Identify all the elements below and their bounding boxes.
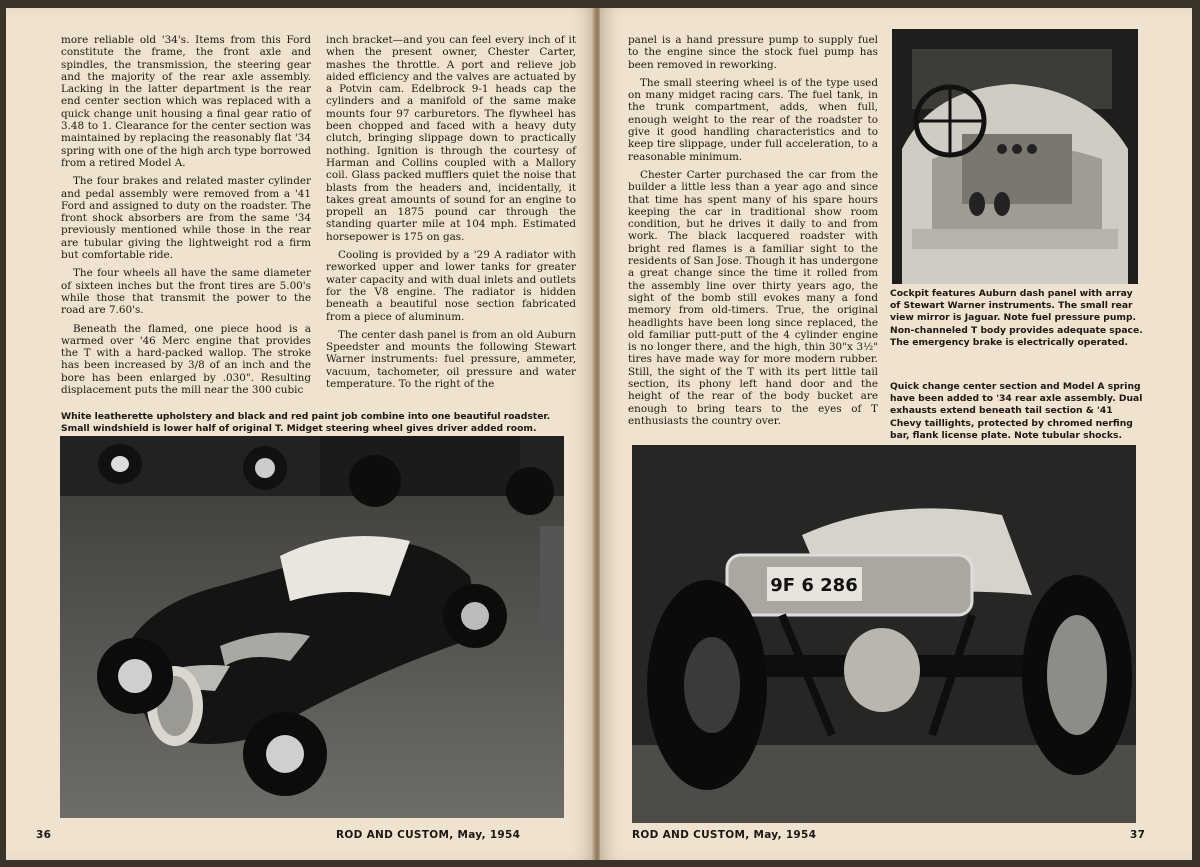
rear-axle-photo-illustration bbox=[632, 445, 1136, 823]
cockpit-photo-illustration bbox=[892, 29, 1138, 284]
paragraph: The center dash panel is from an old Auburn Speedster and mounts the following Stewart Warner instruments: fuel pressure, ammeter, vacuum, tachometer, oil pressure and water temperature. To the right of the bbox=[326, 328, 576, 391]
right-column bbox=[628, 34, 878, 433]
cockpit-photo-caption: Cockpit features Auburn dash panel with array of Stewart Warner instruments. The small rear view mirror is Jaguar. Note fuel pressure pump. Non-channeled T body provides adequate space. The emergency brake is electrically operated. bbox=[890, 288, 1143, 348]
paragraph: Chester Carter purchased the car from the builder a little less than a year ago and since that time has spent many of his spare hours keeping the car in traditional show room condition, but he drives it daily to and from work. The black lacquered roadster with bright red flames is a familiar sight to the residents of San Jose. Though it has undergone a great change since the time it rolled from the assembly line over thirty years ago, the sight of the bomb still evokes many a fond memory from old-timers. True, the original headlights have been long since replaced, the old familiar putt-putt of the 4 cylinder engine is no longer there, and the high, thin 30"x 3½" tires have made way for more modern rubber. Still, the sight of the T with its pert little tail section, its phony left hand door and the height of the rear of the body bucket are enough to bring tears to the eyes of T enthusiasts the country over. bbox=[628, 168, 878, 427]
rear-axle-photo bbox=[632, 445, 1136, 823]
paragraph: Cooling is provided by a '29 A radiator with reworked upper and lower tanks for greater water capacity and with dual inlets and outlets for the V8 engine. The radiator is hidden beneath a beautiful nose section fabricated from a piece of aluminum. bbox=[326, 249, 576, 323]
paragraph: The small steering wheel is of the type used on many midget racing cars. The fuel tank, in the trunk compartment, adds, when full, enough weight to the rear of the roadster to give it good handling characteristics and to keep tire slippage, under full acceleration, to a reasonable minimum. bbox=[628, 76, 878, 163]
left-column-1 bbox=[61, 34, 311, 402]
left-column-2 bbox=[326, 34, 576, 396]
right-page bbox=[600, 8, 1192, 860]
paragraph: Beneath the flamed, one piece hood is a warmed over '46 Merc engine that provides the T with a hard-packed wallop. The stroke has been increased by 3/8 of an inch and the bore has been enlarged by .030". Resulting displacement puts the mill near the 300 cubic bbox=[61, 322, 311, 397]
roadster-photo-caption: White leatherette upholstery and black and red paint job combine into one beautiful roadster. Small windshield is lower half of original T. Midget steering wheel gives driver added room. bbox=[61, 411, 551, 435]
paragraph: The four brakes and related master cylinder and pedal assembly were removed from a '41 Ford and assigned to duty on the roadster. The front shock absorbers are from the same '34 previously mentioned while those in the rear are tubular giving the lightweight rod a firm but comfortable ride. bbox=[61, 175, 311, 262]
paragraph: The four wheels all have the same diameter of sixteen inches but the front tires are 5.00's while those that transmit the power to the road are 7.60's. bbox=[61, 267, 311, 317]
roadster-photo bbox=[60, 436, 564, 818]
license-plate-text: 9F 6 286 bbox=[770, 575, 858, 596]
right-footer-credit: ROD AND CUSTOM, May, 1954 bbox=[632, 829, 817, 841]
cockpit-photo bbox=[892, 29, 1138, 284]
rear-photo-caption: Quick change center section and Model A spring have been added to '34 rear axle assembly. Dual exhausts extend beneath tail section & '41 Chevy taillights, protected by chromed nerfing bar, flank license plate. Note tubular shocks. bbox=[890, 381, 1143, 441]
left-page bbox=[6, 8, 594, 860]
paragraph: panel is a hand pressure pump to supply fuel to the engine since the stock fuel pump has been removed in reworking. bbox=[628, 34, 878, 71]
roadster-photo-illustration bbox=[60, 436, 564, 818]
right-page-number: 37 bbox=[1130, 829, 1146, 841]
paragraph: more reliable old '34's. Items from this Ford constitute the frame, the front axle and spindles, the transmission, the steering gear and the majority of the rear axle assembly. Lacking in the latter department is the rear end center section which was replaced with a quick change unit housing a final gear ratio of 3.48 to 1. Clearance for the center section was maintained by replacing the reasonably flat '34 spring with one of the high arch type borrowed from a retired Model A. bbox=[61, 34, 312, 169]
left-page-number: 36 bbox=[36, 829, 52, 841]
paragraph: inch bracket—and you can feel every inch of it when the present owner, Chester Carter, mashes the throttle. A port and relieve job aided efficiency and the valves are actuated by a Potvin cam. Edelbrock 9-1 heads cap the cylinders and a manifold of the same make mounts four 97 carburetors. The flywheel has been chopped and faced with a heavy duty clutch, bringing slippage down to practically nothing. Ignition is through the courtesy of Harman and Collins coupled with a Mallory coil. Glass packed mufflers quiet the noise that blasts from the headers and, incidentally, it takes great amounts of sound for an engine to propell an 1875 pound car through the standing quarter mile at 104 mph. Estimated horsepower is 175 on gas. bbox=[326, 34, 576, 243]
left-footer-credit: ROD AND CUSTOM, May, 1954 bbox=[336, 829, 521, 841]
